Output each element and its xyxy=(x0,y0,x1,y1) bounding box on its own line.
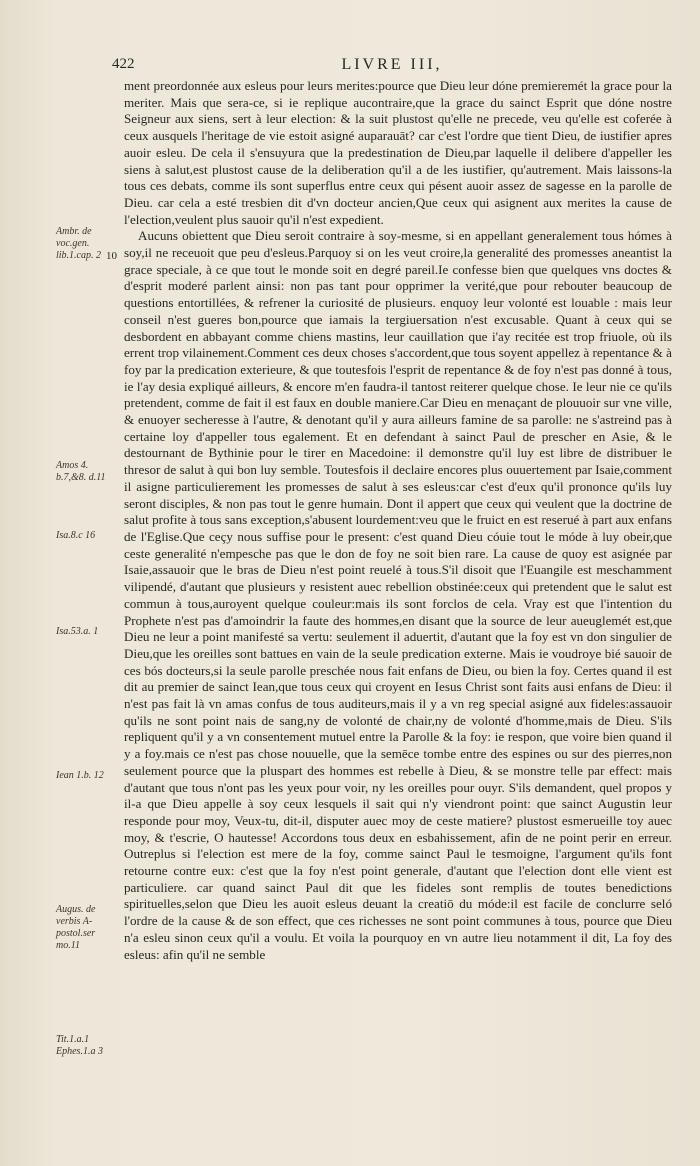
paragraph-2: Aucuns obiettent que Dieu seroit contraire à soy-mesme, si en appellant generalement tous hómes à soy,il ne receuoit que peu d'esleus.Parquoy si on les veut croire,la generalité des promesses aneantist la grace speciale, à ce que tout le monde soit en degré pareil.Ie confesse bien que quelques vns doctes & d'esprit moderé parlent ainsi: non pas tant pour opprimer la verité,que pour rebouter beaucoup de questions entortillées, & refrener la curiosité de plusieurs. enquoy leur volonté est louable : mais leur conseil n'est gueres bon,pource que iamais la tergiuersation n'est excusable. Quant à ceux qui se desbordent en abbayant comme chiens mastins, leur cauillation que i'ay recitée est trop friuole, où ils errent trop vilainement.Comment ces deux choses s'accordent,que tous soyent appellez à repentance & à foy par la predication exterieure, & que toutesfois l'esprit de repentance & de foy n'est pas donné à tous, ie l'ay desia expliqué ailleurs, & encore m'en faudra-il tantost reiterer quelque chose. Ie leur nie ce qu'ils pretendent, comme de fait il est faux en double maniere.Car Dieu en menaçant de plouuoir sur vne ville, & enuoyer secheresse à l'autre, & denotant qu'il y aura ailleurs famine de sa parolle: ne s'astreind pas à certaine loy d'appeller tous egalement. Et en defendant à sainct Paul de prescher en Asie, & le destournant de Bythinie pour le tirer en Macedoine: il demonstre qu'il luy est libre de distribuer le thresor de salut à qui bon luy semble. Toutesfois il declaire encores plus ouuertement par Isaie,comment il asigne particulierement les promesses de salut à ses esleus:car c'est d'eux qu'il prononce qu'ils luy seront disciples, & non pas tout le genre humain. Dont il appert que ceux qui veulent que la doctrine de salut profite à tous sans exception,s'abusent lourdement:veu que le fruict en est reserué à part aux enfans de l'Eglise.Que ceçy nous suffise pour le present: c'est quand Dieu cóuie tout le móde à luy obeir,que ceste generalité n'empesche pas que le don de foy ne soit bien rare. La cause de quoy est asignée par Isaie,assauoir que le bras de Dieu n'est point reuelé à tous.S'il disoit que l'Euangile est meschamment vilipendé, d'autant que plusieurs y resistent auec rebellion obstinée:ceux qui pretendent que le salut est commun à tous,auroyent quelque couleur:mais ils sont forclos de cela. Vray est que l'intention du Prophete n'est pas d'amoindrir la faute des hommes,en disant que la source de leur aueuglemét est,que Dieu ne leur a point manifesté sa vertu: seulement il aduertit, d'autant que la foy est vn don singulier de Dieu,que les oreilles sont battues en vain de la seule predication externe. Mais ie voudroye bié sauoir de ces bós docteurs,si la seule parolle preschée nous fait enfans de Dieu, ou bien la foy. Certes quand il est dit au premier de sainct Iean,que tous ceux qui croyent en Iesus Christ sont faits ausi enfans de Dieu: il n'est pas fait là vn amas confus de tous auditeurs,mais il y a vn reg special asigné aux fideles:assauoir qu'ils ne sont point nais de sang,ny de volonté de chair,ny de volonté d'homme,mais de Dieu. S'ils repliquent qu'il y a vn consentement mutuel entre la Parolle & la foy: ie respon, que voire bien quand il y a foy.mais ce n'est pas chose nouuelle, que la semēce tombe entre des espines ou sur des pierres,non seulement pource que la pluspart des hommes est rebelle à Dieu, & se monstre telle par effect: mais d'autant que tous n'ont pas les yeux pour voir, ny les oreilles pour ouyr. S'ils demandent, quel propos y il-a que Dieu appelle à soy ceux lesquels il sait qui n'y viendront point: que sainct Augustin leur responde pour moy, Veux-tu, dit-il, disputer auec moy de ceste matiere? plustost esmerueille toy auec moy, & t'escrie, O hautesse! Accordons tous deux en esbahissement, afin de ne point perir en erreur. Outreplus si l'election est mere de la foy, comme sainct Paul le tesmoigne, l'argument qu'ils font retourne contre eux: c'est que la foy n'est point generale, d'autant que l'election dont elle vient est particuliere. car quand sainct Paul dit que les fideles sont remplis de toutes benedictions spirituelles,selon que Dieu les auoit esleus deuant la creatiō du móde:il est facile de conclurre seló l'ordre de la cause & de son effect, que ces richesses ne sont point communes à tous, pource que Dieu n'a esleu sinon ceux qu'il a voulu. Et voila la pourquoy en vn autre lieu notamment il dit, La foy des esleus: afin qu'il ne semble xyxy=(124,228,672,962)
margin-note-augustine: Augus. de verbis A-postol.ser mo.11 xyxy=(56,904,96,951)
running-title: LIVRE III, xyxy=(341,56,443,73)
folio-number: 422 xyxy=(112,56,135,72)
margin-note-ambrose: Ambr. de voc.gen. lib.1.cap. 2 xyxy=(56,226,101,261)
margin-note-john: Iean 1.b. 12 xyxy=(56,770,104,781)
line-number: 10 xyxy=(106,250,117,262)
margin-note-isaiah-8: Isa.8.c 16 xyxy=(56,530,96,541)
margin-note-titus-ephesians: Tit.1.a.1 Ephes.1.a 3 xyxy=(56,1034,103,1057)
paragraph-1: ment preordonnée aux esleus pour leurs merites:pource que Dieu leur dóne premieremét la grace pour la meriter. Mais que sera-ce, si ie replique aucontraire,que la grace du sainct Esprit que dóne nostre Seigneur aux siens, sert à leur election: & la suit plustost qu'elle ne precede, veu qu'elle est coferée à ceux ausquels l'heritage de vie estoit asigné auparauāt? car c'est l'ordre que tient Dieu, de iustifier apres auoir esleu. De cela il s'ensuyura que la predestination de Dieu,par laquelle il delibere d'appeller les siens à salut,est plustost cause de la deliberation qu'il a de les iustifier, qu'autrement. Mais laissons-la tous ces debats, comme ils sont superflus entre ceux qui pésent auoir assez de sagesse en la parolle de Dieu. car cela a esté tresbien dit d'vn docteur ancien,Que ceux qui asignent aux merites la cause de l'election,veulent plus sauoir qu'il n'est expedient. xyxy=(124,78,672,227)
body-text xyxy=(124,78,672,963)
margin-note-amos: Amos 4. b.7,&8. d.11 xyxy=(56,460,106,483)
margin-note-isaiah-53: Isa.53.a. 1 xyxy=(56,626,99,637)
page-header xyxy=(112,56,672,78)
